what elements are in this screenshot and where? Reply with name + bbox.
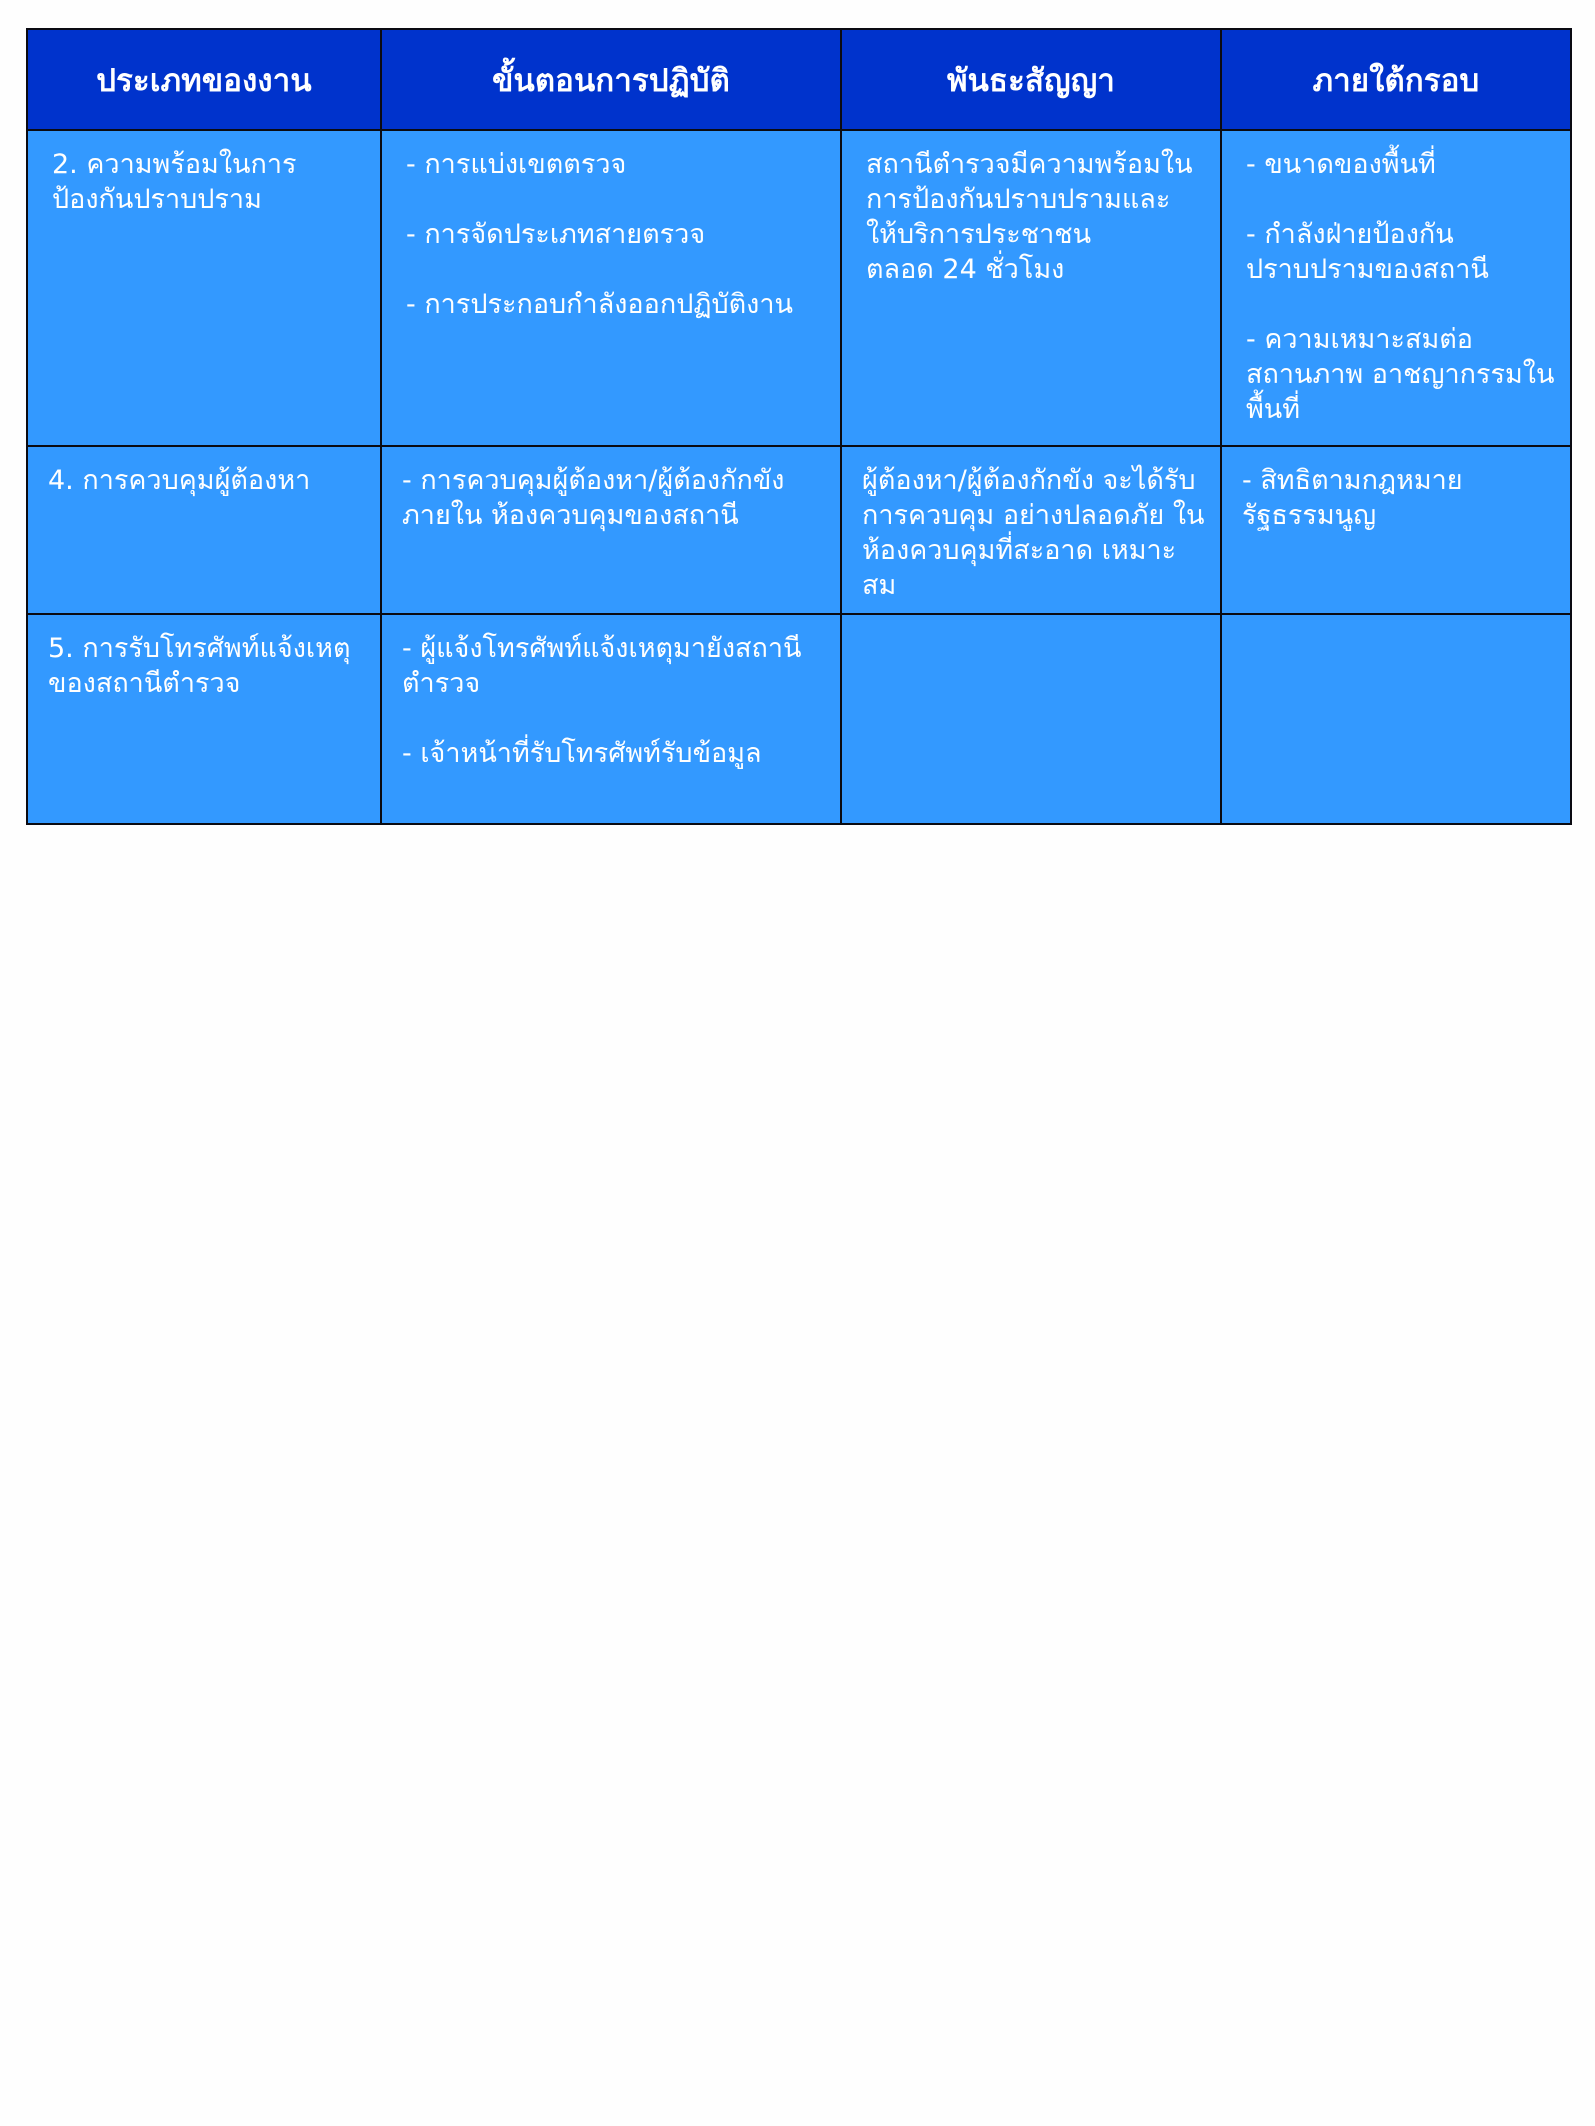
page bbox=[26, 28, 1570, 825]
header-procedures: ขั้นตอนการปฏิบัติ bbox=[381, 29, 841, 130]
procedure-item: - ผู้แจ้งโทรศัพท์แจ้งเหตุมายังสถานี ตำรวจ bbox=[402, 633, 802, 699]
table-row bbox=[27, 130, 1571, 446]
table-row bbox=[27, 446, 1571, 614]
procedure-item: - การควบคุมผู้ต้องหา/ผู้ต้องกักขัง ภายใน ห้องควบคุมของสถานี bbox=[402, 465, 785, 531]
job-type-text: 4. การควบคุมผู้ต้องหา bbox=[48, 465, 311, 496]
cell-procedures bbox=[381, 130, 841, 446]
cell-commitment bbox=[841, 446, 1221, 614]
cell-procedures bbox=[381, 446, 841, 614]
commitment-text: สถานีตำรวจมีความพร้อมใน การป้องกันปราบปรามและ ให้บริการประชาชน ตลอด 24 ชั่วโมง bbox=[866, 149, 1193, 285]
table-header-row bbox=[27, 29, 1571, 130]
procedure-item: - การประกอบกำลังออกปฏิบัติงาน bbox=[406, 289, 793, 320]
cell-framework bbox=[1221, 614, 1571, 824]
cell-job-type bbox=[27, 614, 381, 824]
header-commitment: พันธะสัญญา bbox=[841, 29, 1221, 130]
table-row bbox=[27, 614, 1571, 824]
cell-framework bbox=[1221, 446, 1571, 614]
procedure-item: - เจ้าหน้าที่รับโทรศัพท์รับข้อมูล bbox=[402, 738, 762, 769]
cell-job-type bbox=[27, 130, 381, 446]
cell-commitment bbox=[841, 130, 1221, 446]
framework-item: - สิทธิตามกฎหมาย รัฐธรรมนูญ bbox=[1242, 465, 1463, 531]
service-table bbox=[26, 28, 1572, 825]
cell-commitment bbox=[841, 614, 1221, 824]
cell-procedures bbox=[381, 614, 841, 824]
procedure-item: - การจัดประเภทสายตรวจ bbox=[406, 219, 706, 250]
cell-framework bbox=[1221, 130, 1571, 446]
commitment-text: ผู้ต้องหา/ผู้ต้องกักขัง จะได้รับ การควบคุม อย่างปลอดภัย ใน ห้องควบคุมที่สะอาด เหมาะสม bbox=[862, 465, 1205, 601]
framework-item: - ความเหมาะสมต่อ สถานภาพ อาชญากรรมใน พื้นที่ bbox=[1246, 324, 1555, 425]
header-job-type: ประเภทของงาน bbox=[27, 29, 381, 130]
job-type-text: 2. ความพร้อมในการ ป้องกันปราบปราม bbox=[52, 149, 297, 215]
job-type-text: 5. การรับโทรศัพท์แจ้งเหตุ ของสถานีตำรวจ bbox=[48, 633, 351, 699]
header-framework: ภายใต้กรอบ bbox=[1221, 29, 1571, 130]
procedure-item: - การแบ่งเขตตรวจ bbox=[406, 149, 627, 180]
framework-item: - กำลังฝ่ายป้องกัน ปราบปรามของสถานี bbox=[1246, 219, 1489, 285]
cell-job-type bbox=[27, 446, 381, 614]
framework-item: - ขนาดของพื้นที่ bbox=[1246, 149, 1436, 180]
